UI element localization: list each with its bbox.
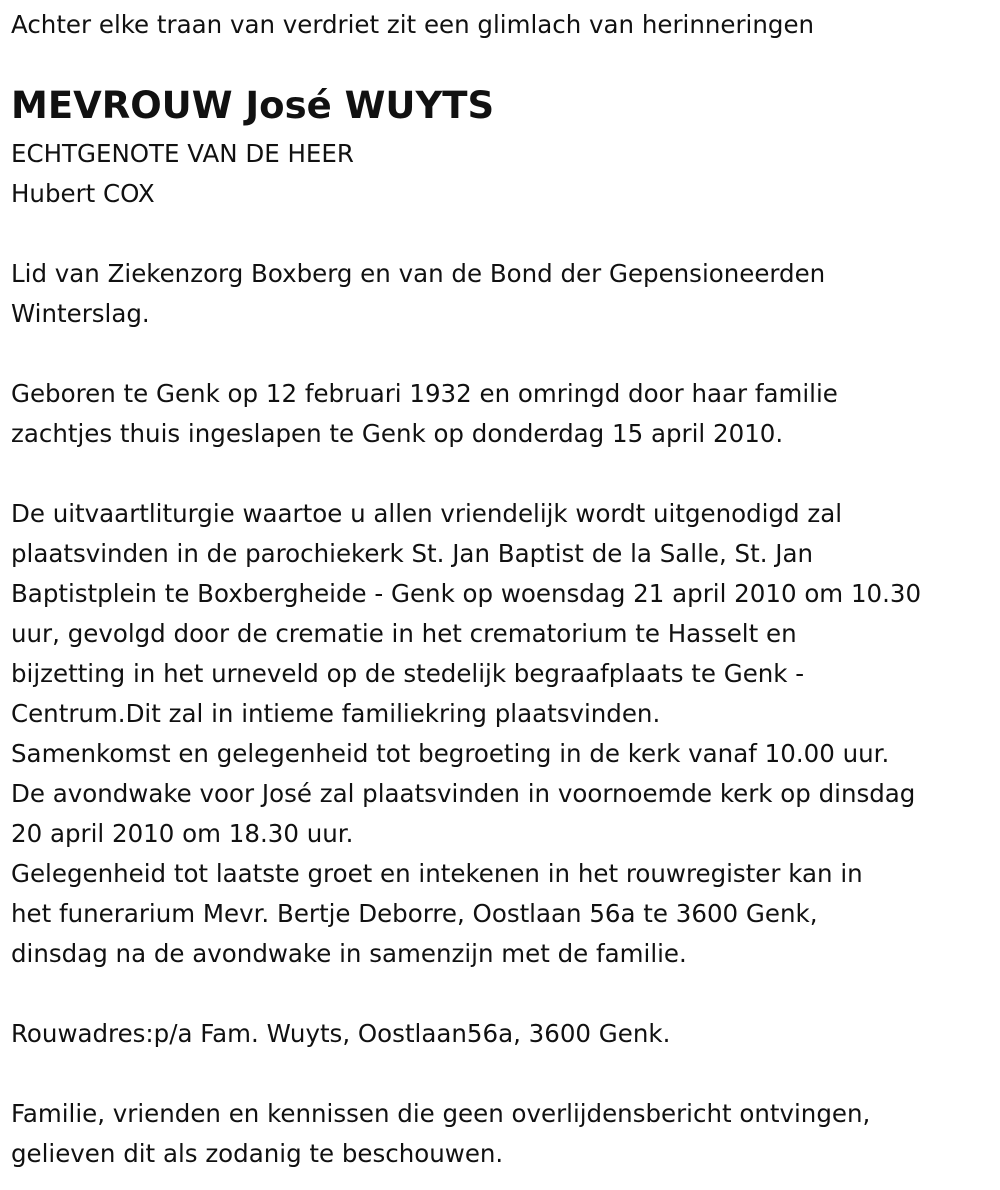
funeral-line: uur, gevolgd door de crematie in het crematorium te Hasselt en (11, 619, 797, 648)
membership-block (11, 254, 825, 334)
funeral-line: Centrum.Dit zal in intieme familiekring plaatsvinden. (11, 699, 661, 728)
funeral-line: Baptistplein te Boxbergheide - Genk op woensdag 21 april 2010 om 10.30 (11, 579, 922, 608)
funeral-line: bijzetting in het urneveld op de stedelijk begraafplaats te Genk - (11, 659, 805, 688)
deceased-name: MEVROUW José WUYTS (11, 84, 495, 127)
spouse-name: Hubert COX (11, 179, 155, 208)
membership-line: Winterslag. (11, 299, 150, 328)
family-notice-line: gelieven dit als zodanig te beschouwen. (11, 1139, 504, 1168)
register-line: Gelegenheid tot laatste groet en intekenen in het rouwregister kan in (11, 859, 863, 888)
motto-text: Achter elke traan van verdriet zit een glimlach van herinneringen (11, 10, 815, 39)
funeral-block (11, 494, 921, 974)
wake-line: 20 april 2010 om 18.30 uur. (11, 819, 354, 848)
register-line: dinsdag na de avondwake in samenzijn met de familie. (11, 939, 687, 968)
birth-death-line: zachtjes thuis ingeslapen te Genk op donderdag 15 april 2010. (11, 419, 784, 448)
birth-death-block (11, 374, 838, 454)
mourning-address-block (11, 1014, 670, 1054)
funeral-line: plaatsvinden in de parochiekerk St. Jan Baptist de la Salle, St. Jan (11, 539, 814, 568)
birth-death-line: Geboren te Genk op 12 februari 1932 en omringd door haar familie (11, 379, 838, 408)
spouse-block (11, 134, 354, 214)
family-notice-line: Familie, vrienden en kennissen die geen overlijdensbericht ontvingen, (11, 1099, 871, 1128)
gathering-line: Samenkomst en gelegenheid tot begroeting in de kerk vanaf 10.00 uur. (11, 739, 890, 768)
wake-line: De avondwake voor José zal plaatsvinden in voornoemde kerk op dinsdag (11, 779, 916, 808)
family-notice-block (11, 1094, 870, 1174)
mourning-address: Rouwadres:p/a Fam. Wuyts, Oostlaan56a, 3600 Genk. (11, 1019, 671, 1048)
spouse-title: ECHTGENOTE VAN DE HEER (11, 139, 354, 168)
funeral-line: De uitvaartliturgie waartoe u allen vriendelijk wordt uitgenodigd zal (11, 499, 843, 528)
register-line: het funerarium Mevr. Bertje Deborre, Oostlaan 56a te 3600 Genk, (11, 899, 818, 928)
membership-line: Lid van Ziekenzorg Boxberg en van de Bond der Gepensioneerden (11, 259, 826, 288)
